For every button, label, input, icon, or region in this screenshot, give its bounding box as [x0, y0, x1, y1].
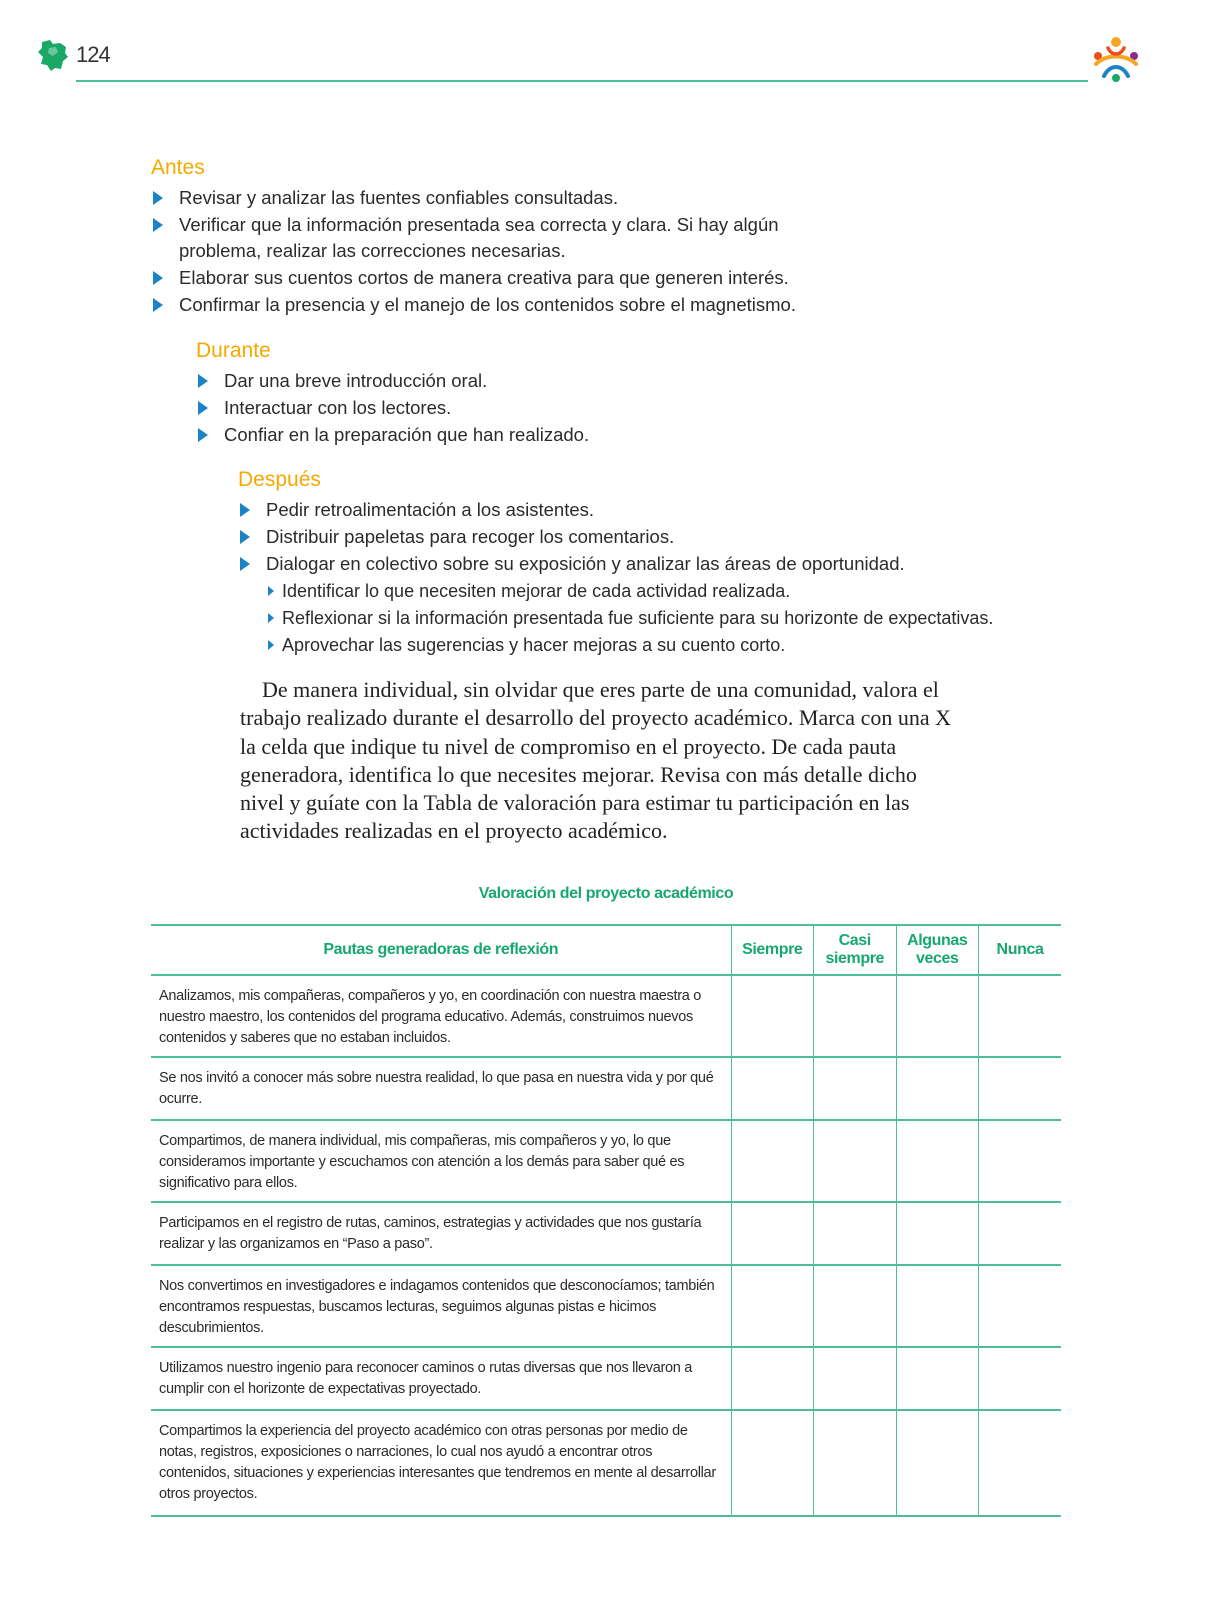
cell-algunas-veces[interactable] — [896, 1120, 979, 1202]
table-row — [151, 1410, 1061, 1516]
cell-casi-siempre[interactable] — [814, 1057, 897, 1120]
list-item: Confiar en la preparación que han realizado. — [196, 422, 796, 448]
cell-casi-siempre[interactable] — [814, 975, 897, 1057]
cell-algunas-veces[interactable] — [896, 975, 979, 1057]
cell-casi-siempre[interactable] — [814, 1410, 897, 1516]
cell-siempre[interactable] — [731, 1057, 814, 1120]
cell-siempre[interactable] — [731, 1120, 814, 1202]
bullet-arrow-icon — [198, 374, 208, 388]
cell-casi-siempre[interactable] — [814, 1347, 897, 1410]
sub-list-item: Identificar lo que necesiten mejorar de cada actividad realizada. — [238, 578, 998, 604]
cell-nunca[interactable] — [979, 975, 1062, 1057]
header-pautas: Pautas generadoras de reflexión — [151, 925, 731, 975]
sub-list-item: Aprovechar las sugerencias y hacer mejoras a su cuento corto. — [238, 632, 998, 658]
cell-nunca[interactable] — [979, 1202, 1062, 1265]
section-title-despues: Después — [238, 468, 321, 491]
evaluation-table — [151, 924, 1061, 1517]
section-antes — [151, 155, 851, 319]
cell-siempre[interactable] — [731, 1265, 814, 1347]
bullet-arrow-icon — [198, 428, 208, 442]
row-statement: Compartimos la experiencia del proyecto académico con otras personas por medio de notas, registros, exposiciones o narraciones, lo cual nos ayudó a encontrar otros contenidos, situaciones y experiencias interesantes que tendremos en mente al desarrollar otros proyectos. — [151, 1410, 731, 1516]
list-item: Interactuar con los lectores. — [196, 395, 796, 421]
cell-nunca[interactable] — [979, 1265, 1062, 1347]
list-item: Elaborar sus cuentos cortos de manera creativa para que generen interés. — [151, 265, 851, 291]
cell-nunca[interactable] — [979, 1347, 1062, 1410]
list-despues — [238, 497, 998, 658]
list-item: Pedir retroalimentación a los asistentes. — [238, 497, 998, 523]
bullet-arrow-icon — [153, 218, 163, 232]
list-item: Verificar que la información presentada sea correcta y clara. Si hay algún problema, realizar las correcciones necesarias. — [151, 212, 851, 264]
cell-algunas-veces[interactable] — [896, 1265, 979, 1347]
header-algunas-veces: Algunas veces — [896, 925, 979, 975]
bullet-arrow-icon — [240, 557, 250, 571]
cell-siempre[interactable] — [731, 1347, 814, 1410]
table-row — [151, 1202, 1061, 1265]
bullet-arrow-icon — [240, 503, 250, 517]
section-durante — [196, 338, 796, 449]
cell-siempre[interactable] — [731, 1202, 814, 1265]
section-despues — [238, 467, 998, 659]
table-row — [151, 1347, 1061, 1410]
cell-nunca[interactable] — [979, 1120, 1062, 1202]
cell-siempre[interactable] — [731, 1410, 814, 1516]
cell-nunca[interactable] — [979, 1410, 1062, 1516]
list-item: Dialogar en colectivo sobre su exposición y analizar las áreas de oportunidad. — [238, 551, 998, 577]
cell-siempre[interactable] — [731, 975, 814, 1057]
cell-casi-siempre[interactable] — [814, 1265, 897, 1347]
row-statement: Compartimos, de manera individual, mis compañeras, mis compañeros y yo, lo que consideramos importante y escuchamos con atención a los demás para saber qué es significativo para ellos. — [151, 1120, 731, 1202]
community-logo-icon — [1088, 34, 1144, 86]
list-antes — [151, 185, 851, 318]
row-statement: Utilizamos nuestro ingenio para reconocer caminos o rutas diversas que nos llevaron a cumplir con el horizonte de expectativas proyectado. — [151, 1347, 731, 1410]
cell-algunas-veces[interactable] — [896, 1202, 979, 1265]
bullet-arrow-icon — [198, 401, 208, 415]
instruction-paragraph: De manera individual, sin olvidar que eres parte de una comunidad, valora el trabajo realizado durante el desarrollo del proyecto académico. Marca con una X la celda que indique tu nivel de compromiso en el proyecto. De cada pauta generadora, identifica lo que necesites mejorar. Revisa con más detalle dicho nivel y guíate con la Tabla de valoración para estimar tu participación en las actividades realizadas en el proyecto académico. — [240, 677, 951, 844]
page-number: 124 — [76, 42, 110, 67]
row-statement: Nos convertimos en investigadores e indagamos contenidos que desconocíamos; también encontramos respuestas, buscamos lecturas, seguimos algunas pistas e hicimos descubrimientos. — [151, 1265, 731, 1347]
small-bullet-arrow-icon — [268, 586, 274, 596]
table-row — [151, 1057, 1061, 1120]
cell-casi-siempre[interactable] — [814, 1202, 897, 1265]
row-statement: Participamos en el registro de rutas, caminos, estrategias y actividades que nos gustaría realizar y las organizamos en “Paso a paso”. — [151, 1202, 731, 1265]
table-title: Valoración del proyecto académico — [478, 885, 734, 902]
small-bullet-arrow-icon — [268, 613, 274, 623]
section-title-antes: Antes — [151, 156, 205, 179]
header-siempre: Siempre — [731, 925, 814, 975]
list-durante — [196, 368, 796, 448]
cell-algunas-veces[interactable] — [896, 1410, 979, 1516]
table-row — [151, 1120, 1061, 1202]
header-casi-siempre: Casi siempre — [814, 925, 897, 975]
row-statement: Se nos invitó a conocer más sobre nuestra realidad, lo que pasa en nuestra vida y por qué ocurre. — [151, 1057, 731, 1120]
table-row — [151, 1265, 1061, 1347]
bullet-arrow-icon — [153, 191, 163, 205]
list-item: Dar una breve introducción oral. — [196, 368, 796, 394]
cell-algunas-veces[interactable] — [896, 1347, 979, 1410]
small-bullet-arrow-icon — [268, 640, 274, 650]
header-nunca: Nunca — [979, 925, 1062, 975]
row-statement: Analizamos, mis compañeras, compañeros y yo, en coordinación con nuestra maestra o nuestro maestro, los contenidos del programa educativo. Además, construimos nuevos contenidos y saberes que no estaban incluidos. — [151, 975, 731, 1057]
list-item: Distribuir papeletas para recoger los comentarios. — [238, 524, 998, 550]
sub-list-item: Reflexionar si la información presentada fue suficiente para su horizonte de expectativas. — [238, 605, 998, 631]
header-rule — [76, 80, 1088, 82]
cell-casi-siempre[interactable] — [814, 1120, 897, 1202]
table-row — [151, 975, 1061, 1057]
list-item: Confirmar la presencia y el manejo de los contenidos sobre el magnetismo. — [151, 292, 851, 318]
green-map-icon — [36, 38, 70, 72]
section-title-durante: Durante — [196, 339, 271, 362]
table-header-row — [151, 925, 1061, 975]
bullet-arrow-icon — [153, 271, 163, 285]
bullet-arrow-icon — [240, 530, 250, 544]
bullet-arrow-icon — [153, 298, 163, 312]
list-item: Revisar y analizar las fuentes confiables consultadas. — [151, 185, 851, 211]
cell-algunas-veces[interactable] — [896, 1057, 979, 1120]
cell-nunca[interactable] — [979, 1057, 1062, 1120]
